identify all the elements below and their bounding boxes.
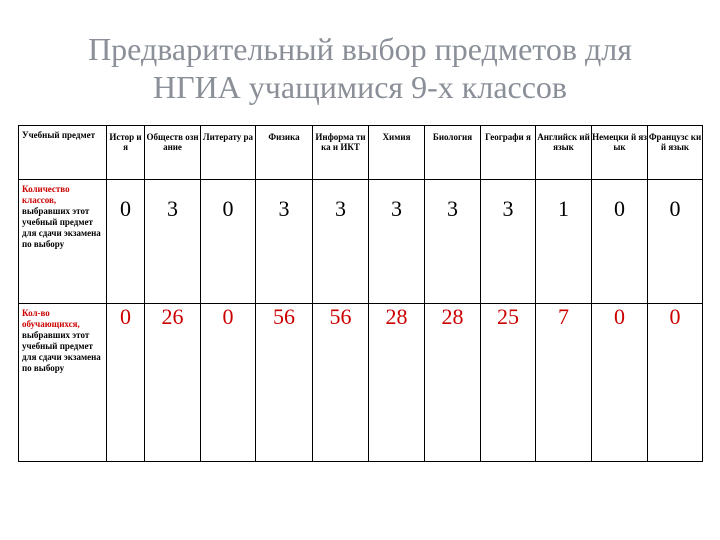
title-line-2: НГИА учащимися 9-х классов: [152, 69, 568, 105]
table-header-row: [19, 126, 703, 180]
column-header: Английск ий язык: [536, 126, 592, 180]
table-cell: 25: [481, 304, 536, 462]
row-label-classes: [19, 180, 107, 304]
table-cell: 0: [201, 180, 256, 304]
column-header: Информа тика и ИКТ: [313, 126, 369, 180]
table-cell: 3: [425, 180, 481, 304]
table-cell: 0: [648, 180, 703, 304]
table-cell: 3: [481, 180, 536, 304]
table-row-classes: [19, 180, 703, 304]
column-header: Географи я: [481, 126, 536, 180]
table-cell: 0: [201, 304, 256, 462]
table-cell: 0: [592, 180, 648, 304]
column-header: Физика: [256, 126, 313, 180]
table-cell: 28: [369, 304, 425, 462]
row-label-rest: выбравших этот учебный предмет для сдачи экзамена по выбору: [22, 330, 101, 373]
page-title: [0, 30, 720, 106]
table-cell: 3: [313, 180, 369, 304]
row-label-students: [19, 304, 107, 462]
table-cell: 3: [145, 180, 201, 304]
table-cell: 1: [536, 180, 592, 304]
column-header: Французс кий язык: [648, 126, 703, 180]
column-header: Биология: [425, 126, 481, 180]
table-cell: 56: [313, 304, 369, 462]
column-header: Истор ия: [107, 126, 145, 180]
table-cell: 0: [107, 180, 145, 304]
table-row-students: [19, 304, 703, 462]
corner-header: Учебный предмет: [19, 126, 107, 180]
table-cell: 26: [145, 304, 201, 462]
table-cell: 0: [648, 304, 703, 462]
column-header: Немецки й язык: [592, 126, 648, 180]
column-header: Химия: [369, 126, 425, 180]
subject-choice-table: [18, 125, 703, 462]
row-label-lead: Количество классов,: [22, 184, 70, 205]
table-cell: 0: [107, 304, 145, 462]
title-line-1: Предварительный выбор предметов для: [88, 31, 632, 67]
table-cell: 3: [369, 180, 425, 304]
column-header: Обществ ознание: [145, 126, 201, 180]
table-cell: 56: [256, 304, 313, 462]
table-cell: 28: [425, 304, 481, 462]
row-label-lead: Кол-во обучающихся,: [22, 308, 80, 329]
table-cell: 0: [592, 304, 648, 462]
column-header: Литерату ра: [201, 126, 256, 180]
table-cell: 7: [536, 304, 592, 462]
table-cell: 3: [256, 180, 313, 304]
row-label-rest: выбравших этот учебный предмет для сдачи экзамена по выбору: [22, 206, 101, 249]
